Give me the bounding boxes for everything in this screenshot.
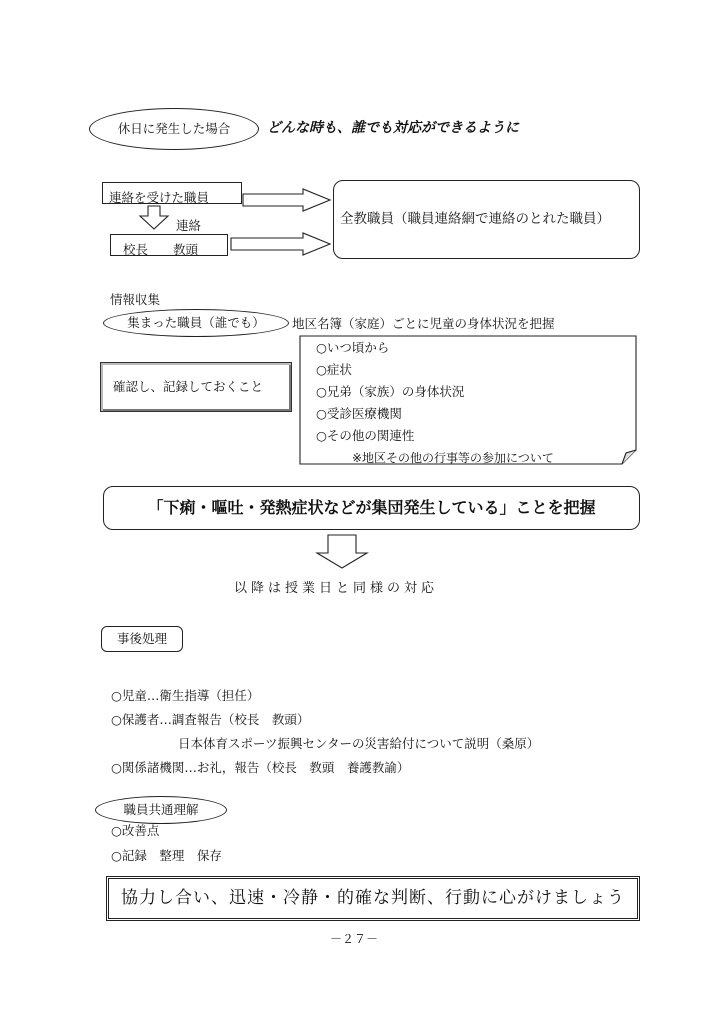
page-number: －２７－ xyxy=(330,932,379,946)
receiver-box xyxy=(102,182,242,204)
post-item: ○関係諸機関…お礼，報告（校長 教頭 養護教諭） xyxy=(111,760,410,775)
checklist-note-shape xyxy=(300,336,636,464)
shared-item: ○改善点 xyxy=(111,823,160,838)
gathered-oval xyxy=(103,309,289,337)
all-staff-box xyxy=(333,180,640,259)
info-section-title: 情報収集 xyxy=(110,292,161,307)
arrow-principal-to-staff xyxy=(231,233,330,255)
record-box xyxy=(100,362,292,412)
principal-label: 校長 教頭 xyxy=(123,242,199,257)
arrow-down-small xyxy=(140,206,168,229)
record-label: 確認し、記録しておくこと xyxy=(113,378,264,394)
closing-banner xyxy=(106,876,640,921)
holiday-slogan: どんな時も、誰でも対応ができるように xyxy=(267,120,519,136)
check-item: ○兄弟（家族）の身体状況 xyxy=(316,384,465,399)
after-text: 以降は授業日と同様の対応 xyxy=(234,581,439,596)
check-item: ○症状 xyxy=(316,362,352,377)
closing-text: 協力し合い、迅速・冷静・的確な判断、行動に心がけましょう xyxy=(121,888,625,908)
check-note: ※地区その他の行事等の参加について xyxy=(352,451,554,465)
holiday-oval xyxy=(89,108,259,150)
check-item: ○いつ頃から xyxy=(316,340,390,355)
holiday-label: 休日に発生した場合 xyxy=(117,120,231,136)
gathered-label: 集まった職員（誰でも） xyxy=(127,314,265,330)
outbreak-title: 「下痢・嘔吐・発熱症状などが集団発生している」ことを把握 xyxy=(147,498,596,517)
shared-item: ○記録 整理 保存 xyxy=(111,848,222,863)
post-title: 事後処理 xyxy=(116,630,167,646)
relay-label: 連絡 xyxy=(176,218,202,233)
outbreak-box xyxy=(103,486,640,530)
shared-oval xyxy=(95,796,227,824)
check-item: ○その他の関連性 xyxy=(316,428,415,443)
post-title-box xyxy=(101,626,183,652)
all-staff-label: 全教職員（職員連絡網で連絡のとれた職員） xyxy=(340,210,610,227)
check-item: ○受診医療機関 xyxy=(316,406,402,421)
gathered-desc: 地区名簿（家庭）ごとに児童の身体状況を把握 xyxy=(292,316,555,331)
receiver-label: 連絡を受けた職員 xyxy=(109,190,210,205)
post-item: 日本体育スポーツ振興センターの災害給付について説明（桑原） xyxy=(178,736,540,751)
arrow-down-large xyxy=(317,535,367,568)
arrow-receiver-to-staff xyxy=(243,189,330,211)
post-item: ○保護者…調査報告（校長 教頭） xyxy=(111,712,310,727)
shared-title: 職員共通理解 xyxy=(123,801,199,817)
post-item: ○児童…衛生指導（担任） xyxy=(111,688,260,703)
principal-box xyxy=(110,234,228,256)
